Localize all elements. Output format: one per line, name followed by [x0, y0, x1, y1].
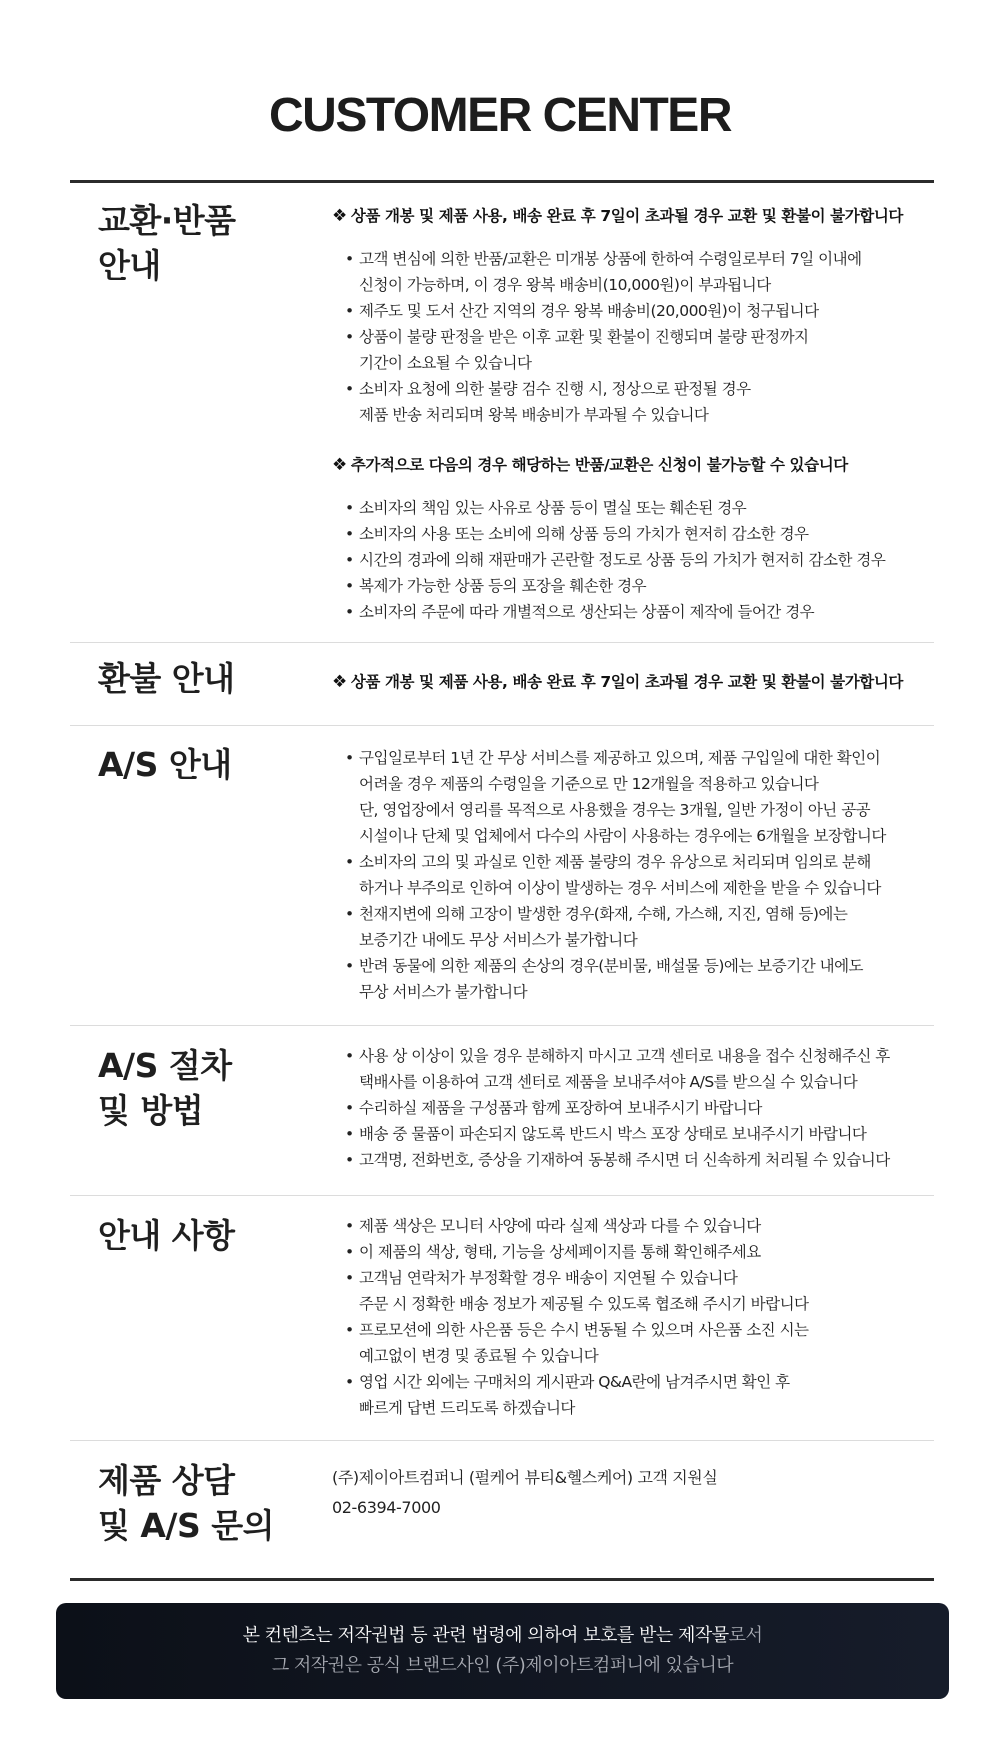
list-item: • 시간의 경과에 의해 재판매가 곤란할 정도로 상품 등의 가치가 현저히 감소한 경우 [345, 547, 885, 573]
section-title-exchange: 교환·반품 안내 [98, 201, 236, 285]
refund-notice: ❖ 상품 개봉 및 제품 사용, 배송 완료 후 7일이 초과될 경우 교환 및 환불이 불가합니다 [332, 672, 904, 692]
diamond-bullet-icon: ❖ [332, 672, 347, 692]
list-item: • 고객명, 전화번호, 증상을 기재하여 동봉해 주시면 더 신속하게 처리될 수 있습니다 [345, 1147, 890, 1173]
diamond-bullet-icon: ❖ [332, 455, 347, 475]
section-divider [70, 1025, 934, 1026]
copyright-line-1: 본 컨텐츠는 저작권법 등 관련 법령에 의하여 보호를 받는 제작물로서 [242, 1625, 763, 1646]
list-item: • 수리하실 제품을 구성품과 함께 포장하여 보내주시기 바랍니다 [345, 1095, 890, 1121]
exchange-list-2 [345, 495, 885, 625]
list-item: • 복제가 가능한 상품 등의 포장을 훼손한 경우 [345, 573, 885, 599]
list-item: • 소비자의 사용 또는 소비에 의해 상품 등의 가치가 현저히 감소한 경우 [345, 521, 885, 547]
section-title-as-info: A/S 안내 [98, 745, 232, 784]
exchange-list-1 [345, 246, 862, 428]
page-title: CUSTOMER CENTER [269, 89, 731, 142]
copyright-banner [56, 1603, 949, 1699]
contact-phone: 02-6394-7000 [332, 1498, 441, 1517]
section-divider [70, 1440, 934, 1441]
diamond-bullet-icon: ❖ [332, 206, 347, 226]
exchange-notice-2: ❖ 추가적으로 다음의 경우 해당하는 반품/교환은 신청이 불가능할 수 있습니다 [332, 455, 848, 475]
contact-company: (주)제이아트컴퍼니 (펄케어 뷰티&헬스케어) 고객 지원실 [332, 1468, 718, 1487]
list-item: • 구입일로부터 1년 간 무상 서비스를 제공하고 있으며, 제품 구입일에 대한 확인이 어려울 경우 제품의 수령일을 기준으로 만 12개월을 적용하고 있습니다 단, 영업장에서 영리를 목적으로 사용했을 경우는 3개월, 일반 가정이 아닌 공공 시설이나 단체 및 업체에서 다수의 사람이 사용하는 경우에는 6개월을 보장합니다 [345, 745, 886, 849]
list-item: • 천재지변에 의해 고장이 발생한 경우(화재, 수해, 가스해, 지진, 염해 등)에는 보증기간 내에도 무상 서비스가 불가합니다 [345, 901, 886, 953]
list-item: • 소비자의 주문에 따라 개별적으로 생산되는 상품이 제작에 들어간 경우 [345, 599, 885, 625]
list-item: • 제품 색상은 모니터 사양에 따라 실제 색상과 다를 수 있습니다 [345, 1213, 809, 1239]
section-title-contact: 제품 상담 및 A/S 문의 [98, 1461, 274, 1545]
section-title-as-process: A/S 절차 및 방법 [98, 1046, 232, 1130]
list-item: • 사용 상 이상이 있을 경우 분해하지 마시고 고객 센터로 내용을 접수 신청해주신 후 택배사를 이용하여 고객 센터로 제품을 보내주셔야 A/S를 받으실 수 있습니다 [345, 1043, 890, 1095]
list-item: • 고객님 연락처가 부정확할 경우 배송이 지연될 수 있습니다 주문 시 정확한 배송 정보가 제공될 수 있도록 협조해 주시기 바랍니다 [345, 1265, 809, 1317]
section-title-notes: 안내 사항 [98, 1216, 235, 1255]
as-info-list [345, 745, 886, 1005]
list-item: • 고객 변심에 의한 반품/교환은 미개봉 상품에 한하여 수령일로부터 7일 이내에 신청이 가능하며, 이 경우 왕복 배송비(10,000원)이 부과됩니다 [345, 246, 862, 298]
list-item: • 소비자의 책임 있는 사유로 상품 등이 멸실 또는 훼손된 경우 [345, 495, 885, 521]
list-item: • 영업 시간 외에는 구매처의 게시판과 Q&A란에 남겨주시면 확인 후 빠르게 답변 드리도록 하겠습니다 [345, 1369, 809, 1421]
list-item: • 상품이 불량 판정을 받은 이후 교환 및 환불이 진행되며 불량 판정까지 기간이 소요될 수 있습니다 [345, 324, 862, 376]
exchange-notice-1: ❖ 상품 개봉 및 제품 사용, 배송 완료 후 7일이 초과될 경우 교환 및 환불이 불가합니다 [332, 206, 904, 226]
section-divider [70, 1195, 934, 1196]
bottom-rule [70, 1578, 934, 1581]
as-process-list [345, 1043, 890, 1173]
section-divider [70, 725, 934, 726]
list-item: • 이 제품의 색상, 형태, 기능을 상세페이지를 통해 확인해주세요 [345, 1239, 809, 1265]
section-divider [70, 642, 934, 643]
list-item: • 소비자의 고의 및 과실로 인한 제품 불량의 경우 유상으로 처리되며 임의로 분해 하거나 부주의로 인하여 이상이 발생하는 경우 서비스에 제한을 받을 수 있습니다 [345, 849, 886, 901]
list-item: • 소비자 요청에 의한 불량 검수 진행 시, 정상으로 판정될 경우 제품 반송 처리되며 왕복 배송비가 부과될 수 있습니다 [345, 376, 862, 428]
section-title-refund: 환불 안내 [98, 659, 235, 698]
top-rule [70, 180, 934, 183]
list-item: • 제주도 및 도서 산간 지역의 경우 왕복 배송비(20,000원)이 청구됩니다 [345, 298, 862, 324]
notes-list [345, 1213, 809, 1421]
list-item: • 프로모션에 의한 사은품 등은 수시 변동될 수 있으며 사은품 소진 시는 예고없이 변경 및 종료될 수 있습니다 [345, 1317, 809, 1369]
list-item: • 반려 동물에 의한 제품의 손상의 경우(분비물, 배설물 등)에는 보증기간 내에도 무상 서비스가 불가합니다 [345, 953, 886, 1005]
copyright-line-2: 그 저작권은 공식 브랜드사인 (주)제이아트컴퍼니에 있습니다 [271, 1655, 734, 1676]
list-item: • 배송 중 물품이 파손되지 않도록 반드시 박스 포장 상태로 보내주시기 바랍니다 [345, 1121, 890, 1147]
